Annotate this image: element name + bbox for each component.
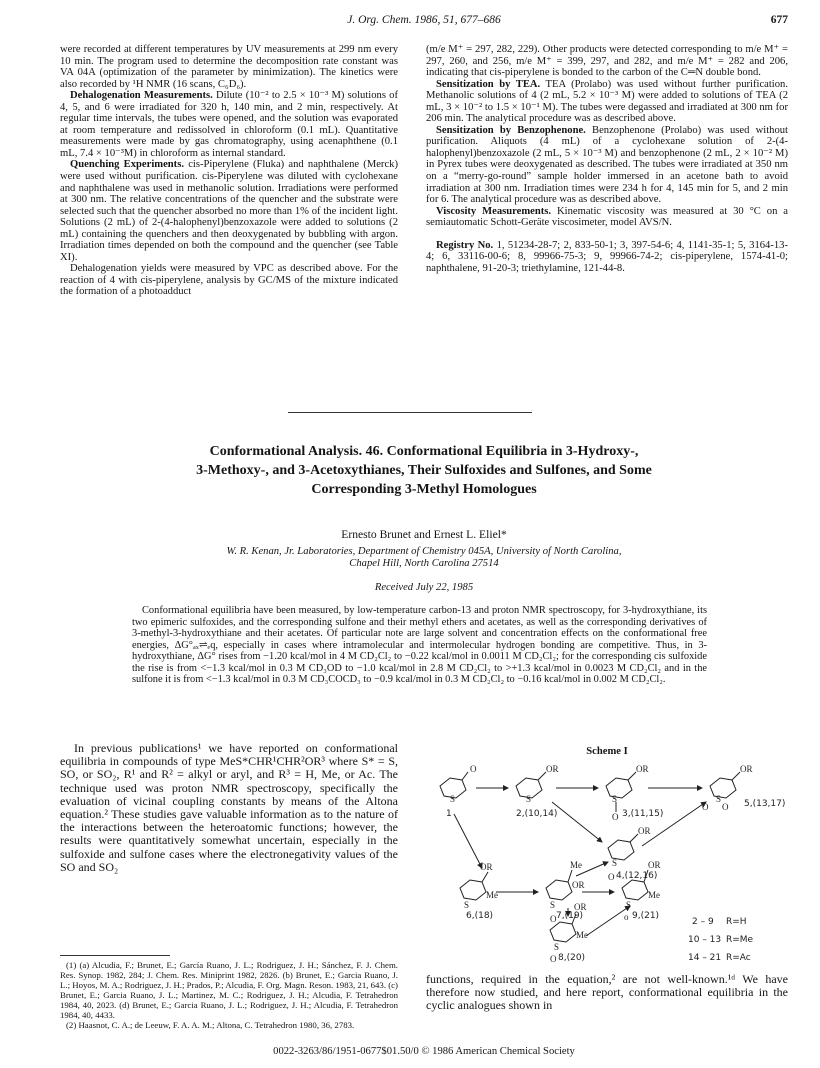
atom-label: S xyxy=(612,794,618,804)
article-title: Conformational Analysis. 46. Conformational Equilibria in 3-Hydroxy-, 3-Methoxy-, and 3-Acetoxythianes, Their Sulfoxides and Sulfones, and Some Corresponding 3-Methyl Homologues xyxy=(196,444,652,497)
compound-label: 7,(19) xyxy=(556,911,584,921)
paragraph: Dehalogenation yields were measured by VPC as described above. For the reaction of 4 with cis-piperylene, analysis by GC/MS of the mixture indicated the formation of a photoadduct xyxy=(60,263,398,298)
thiane-ring-6 xyxy=(460,880,486,900)
atom-label: OR xyxy=(546,764,559,774)
atom-label: Me xyxy=(570,860,582,870)
authors: Ernesto Brunet and Ernest L. Eliel* xyxy=(341,528,507,541)
prev-article-left-column xyxy=(60,44,398,298)
atom-label: O xyxy=(722,802,729,812)
thiane-ring-8 xyxy=(550,922,576,942)
section-head: Registry No. xyxy=(436,239,494,251)
compound-label: 4,(12,16) xyxy=(616,871,658,881)
atom-label: OR xyxy=(574,902,587,912)
atom-label: Me xyxy=(576,930,588,940)
legend-range: 10 – 13 xyxy=(688,935,722,945)
section-head: Viscosity Measurements. xyxy=(436,205,552,217)
paragraph: Dehalogenation Measurements. Dilute (10⁻² to 2.5 × 10⁻³ M) solutions of 4, 5, and 6 were irradiated for 320 h, 140 min, and 2 min, respectively. At regular time intervals, the tubes were opened, and the solution was evaporated at room temperature and redissolved in chloroform (0.1 mL). Quantitative measurements were made by gas chromatography, using acenaphthene (0.1 mL, 7.4 × 10⁻³M) in chloroform as internal standard. xyxy=(60,90,398,159)
atom-label: O xyxy=(612,812,619,822)
section-head: Quenching Experiments. xyxy=(70,159,184,171)
atom-label: OR xyxy=(638,826,651,836)
paragraph: were recorded at different temperatures by UV measurements at 299 nm every 10 min. The program used to determine the decomposition rate constant was VA 04A (optimization of the parameter by minimization). The kinetics were also recorded by ¹H NMR (16 scans, C₆D₆). xyxy=(60,44,398,90)
paragraph: In previous publications¹ we have reported on conformational equilibria in compounds of type MeS*CHR¹CHR²OR³ where S* = S, SO, or SO₂, R¹ and R² = alkyl or aryl, and R³ = H, Me, or Ac. The technique used was proton NMR spectroscopy, specifically the evaluation of vicinal coupling constants by means of the Altona equation.² These studies gave valuable information as to the nature of the interactions between the heteroatomic functions; however, the results were quantitatively somewhat uncertain, especially in the sulfoxide and sulfone cases where the electronegativity values of the SO and SO₂ xyxy=(60,741,398,874)
thiane-ring-4 xyxy=(608,840,634,860)
abstract: Conformational equilibria have been measured, by low-temperature carbon-13 and proton NMR spectroscopy, for 3-hydroxythiane, its two epimeric sulfoxides, and the corresponding sulfone and their methyl ethers and acetates, as well as the corresponding derivatives of 3-methyl-3-hydroxythiane and their acetates. Of particular note are large solvent and concentration effects on the conformational free energies, ΔG°ₐₓ⇌ₑq, especially in cases where intramolecular and intermolecular hydrogen bonding are competitive. Thus, in 3-hydroxythiane, ΔG° rises from −1.20 kcal/mol in 4 M CD₂Cl₂ to −0.22 kcal/mol in 0.0011 M CD₂Cl₂; for the corresponding cis sulfoxide the rise is from <−1.3 kcal/mol in 0.3 M CD₃OD to −1.0 kcal/mol in 2.8 M CD₂Cl₂ to >+1.3 kcal/mol in 0.0023 M CD₂Cl₂ and in the sulfone it is from <−1.3 kcal/mol in 0.3 M CD₃COCD₃ to −0.9 kcal/mol in 0.3 M CD₂Cl₂ to −0.16 kcal/mol in 0.002 M CD₂Cl₂. xyxy=(132,605,707,685)
thiane-ring-9 xyxy=(622,880,648,900)
paragraph: Sensitization by TEA. TEA (Prolabo) was used without further purification. Methanolic solutions of 4 (2 mL, 5.2 × 10⁻³ M) were added to solutions of TEA (2 mL, 3 × 10⁻² to 1.5 × 10⁻¹ M). The tubes were degassed and irradiated at 300 nm for 206 min. The analytical procedure was as described above. xyxy=(426,78,788,125)
scheme-svg xyxy=(426,758,788,966)
body-left-column xyxy=(60,742,398,874)
atom-label: OR xyxy=(648,860,661,870)
thiane-ring-3 xyxy=(606,778,632,798)
compound-label: 9,(21) xyxy=(632,911,660,921)
legend-range: 14 – 21 xyxy=(688,953,722,963)
atom-label: O xyxy=(470,764,477,774)
thiane-ring-7 xyxy=(546,880,572,900)
thiane-ring-5 xyxy=(710,778,736,798)
atom-label: OR xyxy=(572,880,585,890)
atom-label: S xyxy=(554,942,560,952)
prev-article-right-column xyxy=(426,44,788,274)
scheme-title: Scheme I xyxy=(586,746,628,757)
legend-r: R=H xyxy=(726,917,747,927)
atom-label: o xyxy=(624,912,629,922)
atom-label: Me xyxy=(486,890,498,900)
compound-label: 5,(13,17) xyxy=(744,799,786,809)
atom-label: Me xyxy=(648,890,660,900)
page-number: 677 xyxy=(770,14,788,26)
atom-label: O xyxy=(702,802,709,812)
paragraph: Sensitization by Benzophenone. Benzophenone (Prolabo) was used without purification. Aliquots (4 mL) of a cyclohexane solution of 2-(4-halophenyl)benzoxazole (2 mL, 5 × 10⁻³ M) and benzophenone (2 mL, 2 × 10⁻² M) in Pyrex tubes were deoxygenated as described. The tubes were irradiated at 350 nm on a “merry-go-round” sample holder immersed in an acetone bath to avoid irradiation at 300 nm. Irradiation times were 234 h for 4, 145 min for 5, and 2 min for 6. The analytical procedure was as described above. xyxy=(426,124,788,206)
compound-label: 1 xyxy=(446,809,452,819)
paragraph: functions, required in the equation,² are not well-known.¹ᵈ We have therefore now studied, and here report, conformational equilibria in the cyclic analogues shown in xyxy=(426,972,788,1013)
atom-label: S xyxy=(464,900,470,910)
scheme-diagram xyxy=(426,758,788,966)
received-date: Received July 22, 1985 xyxy=(374,582,474,593)
journal-citation: J. Org. Chem. 1986, 51, 677–686 xyxy=(347,14,501,26)
paragraph: Viscosity Measurements. Kinematic viscosity was measured at 30 °C on a semiautomatic Schott-Geräte viscosimeter, model AVS/N. xyxy=(426,205,788,229)
footnote-rule xyxy=(60,955,170,956)
article-separator xyxy=(288,412,532,413)
legend-r: R=Ac xyxy=(726,953,751,963)
paragraph: Quenching Experiments. cis-Piperylene (Fluka) and naphthalene (Merck) were used without purification. cis-Piperylene was diluted with cyclohexane and naphthalene was used in methanolic solution. Irradiations were performed at 300 nm. The relative concentrations of the quencher and the substrate were selected such that the quencher absorbed no more than 1% of the incident light. Solutions (2 mL) of 2-(4-halophenyl)benzoxazole were added to solutions (2 mL) containing the quenchers and then deoxygenated by bubbling with argon. Irradiation times depended on both the compound and the quencher (see Table XI). xyxy=(60,159,398,263)
footnote: (1) (a) Alcudia, F.; Brunet, E.; García Ruano, J. L.; Rodriguez, J. H.; Sánchez, F. J. Chem. Res. Synop. 1982, 284; J. Chem. Res. Miniprint 1982, 2826. (b) Brunet, E.; Garcia Ruano, J. L.; Hoyos, M. A.; Rodriguez, J. H.; Prados, P.; Alcudia, F. Org. Magn. Reson. 1983, 21, 643. (c) Brunet, E.; Garcia Ruano, J. L.; Martinez, M. C.; Rodriguez, J. H.; Alcudia, F. Tetrahedron 1984, 40, 2023. (d) Brunet, E.; Garcia Ruano, J. L.; Rodriguez, J. H.; Alcudia, F. Tetrahedron 1984, 40, 4433. xyxy=(60,960,398,1020)
atom-label: S xyxy=(612,858,618,868)
compound-label: 3,(11,15) xyxy=(622,809,664,819)
running-header xyxy=(60,14,788,32)
registry-numbers: Registry No. 1, 51234-28-7; 2, 833-50-1; 3, 397-54-6; 4, 1141-35-1; 5, 3164-13-4; 6, 33116-00-6; 8, 99966-75-3; 9, 99966-74-2; cis-piperylene, 1574-41-0; naphthalene, 91-20-3; triethylamine, 121-44-8. xyxy=(426,239,788,274)
atom-label: S xyxy=(450,794,456,804)
body-right-column xyxy=(426,973,788,1013)
affiliation: W. R. Kenan, Jr. Laboratories, Department of Chemistry 045A, University of North Carolina, Chapel Hill, North Carolina 27514 xyxy=(226,546,622,569)
atom-label: S xyxy=(716,794,722,804)
footnote: (2) Haasnot, C. A.; de Leeuw, F. A. A. M.; Altona, C. Tetrahedron 1980, 36, 2783. xyxy=(66,1020,355,1030)
footnotes xyxy=(60,960,398,1030)
legend-r: R=Me xyxy=(726,935,754,945)
atom-label: S xyxy=(526,794,532,804)
atom-label: S xyxy=(626,900,632,910)
section-head: Sensitization by Benzophenone. xyxy=(436,124,586,136)
section-head: Dehalogenation Measurements. xyxy=(70,90,213,102)
page-footer: 0022-3263/86/1951-0677$01.50/0 © 1986 American Chemical Society xyxy=(273,1046,575,1057)
atom-label: OR xyxy=(740,764,753,774)
atom-label: O xyxy=(550,954,557,964)
compound-label: 8,(20) xyxy=(558,953,586,963)
compound-label: 2,(10,14) xyxy=(516,809,558,819)
arrow xyxy=(454,814,482,868)
atom-label: OR xyxy=(636,764,649,774)
section-head: Sensitization by TEA. xyxy=(436,78,541,90)
atom-label: OR xyxy=(480,862,493,872)
legend-range: 2 – 9 xyxy=(692,917,714,927)
atom-label: O xyxy=(550,914,557,924)
arrow xyxy=(552,802,602,842)
compound-label: 6,(18) xyxy=(466,911,494,921)
atom-label: O xyxy=(608,872,615,882)
paragraph: (m/e M⁺ = 297, 282, 229). Other products were detected corresponding to m/e M⁺ = 297, 260, and 256, m/e M⁺ = 399, 297, and 282, and m/e M⁺ = 282 and 206, indicating that cis-piperylene is bonded to the carbon of the C═N double bond. xyxy=(426,44,788,79)
atom-label: S xyxy=(550,900,556,910)
